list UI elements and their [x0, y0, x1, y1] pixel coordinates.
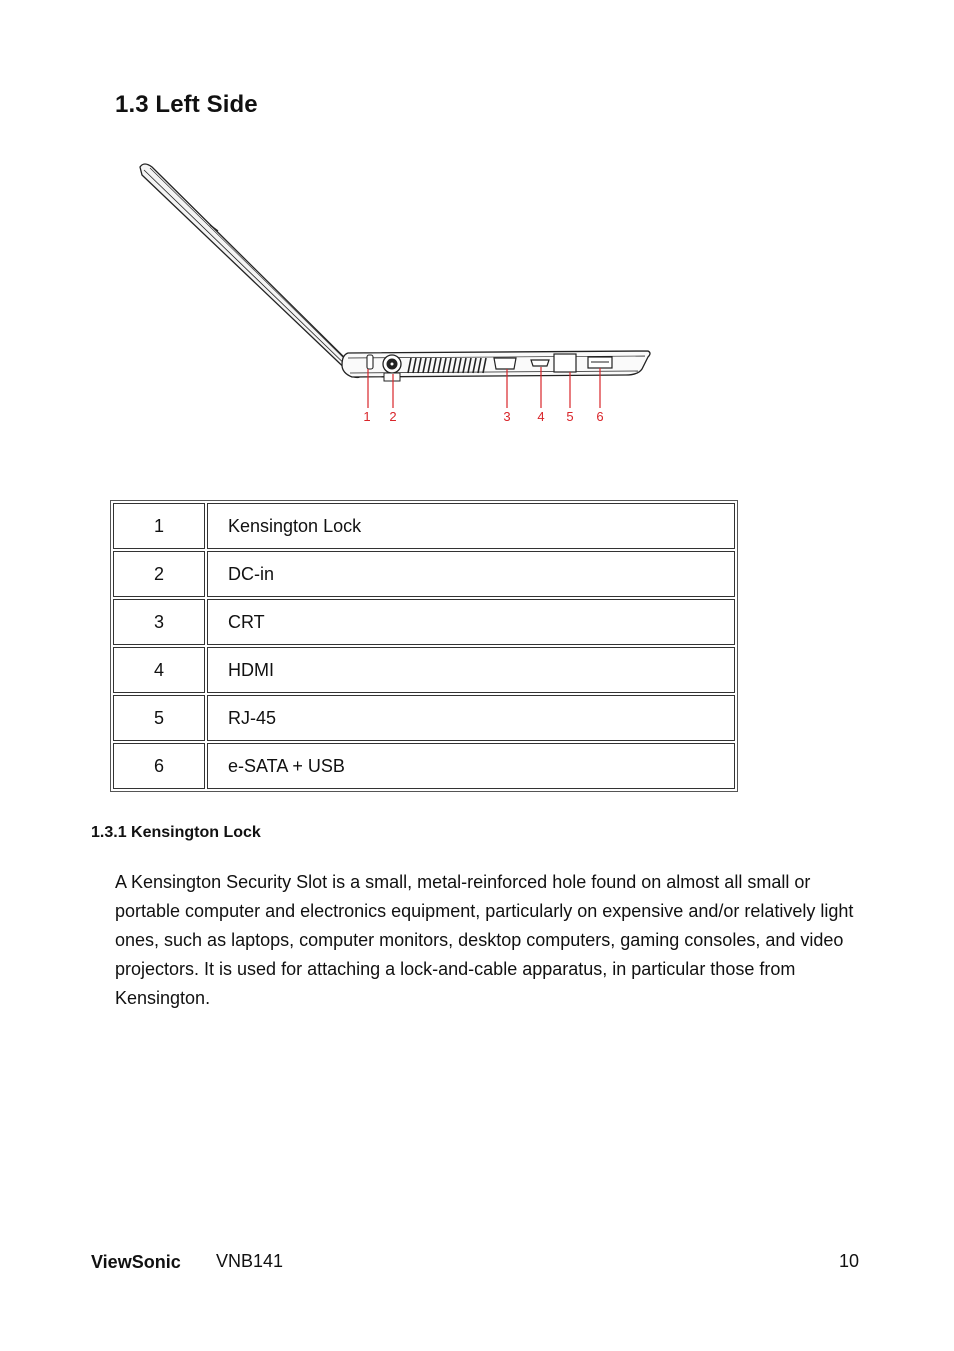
- ports-table: [110, 500, 738, 792]
- table-row: [113, 647, 735, 693]
- hdmi-port: [531, 360, 549, 366]
- callout-3: 3: [503, 409, 511, 424]
- section-heading: 1.3.1 Kensington Lock: [91, 824, 261, 841]
- laptop-base: [342, 351, 650, 381]
- laptop-lid: [140, 164, 360, 378]
- port-name: RJ-45: [207, 695, 735, 741]
- callout-2: 2: [389, 409, 397, 424]
- callout-6: 6: [596, 409, 604, 424]
- port-name: e-SATA + USB: [207, 743, 735, 789]
- port-number: 2: [113, 551, 205, 597]
- page-title: 1.3 Left Side: [115, 91, 258, 118]
- table-row: [113, 503, 735, 549]
- table-row: [113, 695, 735, 741]
- section-paragraph: A Kensington Security Slot is a small, metal-reinforced hole found on almost all small or portable computer and electronics equipment, particularly on expensive and/or relatively light ones, such as laptops, computer monitors, desktop computers, gaming consoles, and video projectors. It is used for attaching a lock-and-cable apparatus, in particular those from Kensington.: [115, 872, 854, 1008]
- port-number: 6: [113, 743, 205, 789]
- callout-4: 4: [537, 409, 545, 424]
- crt-port: [494, 358, 516, 369]
- page-number: 10: [839, 1251, 860, 1271]
- port-number: 4: [113, 647, 205, 693]
- table-row: [113, 599, 735, 645]
- table-row: [113, 743, 735, 789]
- laptop-left-side-diagram: [130, 155, 670, 440]
- port-name: CRT: [207, 599, 735, 645]
- port-name: DC-in: [207, 551, 735, 597]
- table-row: [113, 551, 735, 597]
- port-number: 3: [113, 599, 205, 645]
- footer-model: VNB141: [216, 1251, 284, 1271]
- callout-1: 1: [363, 409, 371, 424]
- port-name: Kensington Lock: [207, 503, 735, 549]
- rj45-port: [554, 354, 576, 372]
- footer-brand: ViewSonic: [91, 1252, 181, 1272]
- kensington-lock-port: [367, 355, 373, 369]
- port-name: HDMI: [207, 647, 735, 693]
- port-number: 1: [113, 503, 205, 549]
- callout-5: 5: [566, 409, 574, 424]
- port-number: 5: [113, 695, 205, 741]
